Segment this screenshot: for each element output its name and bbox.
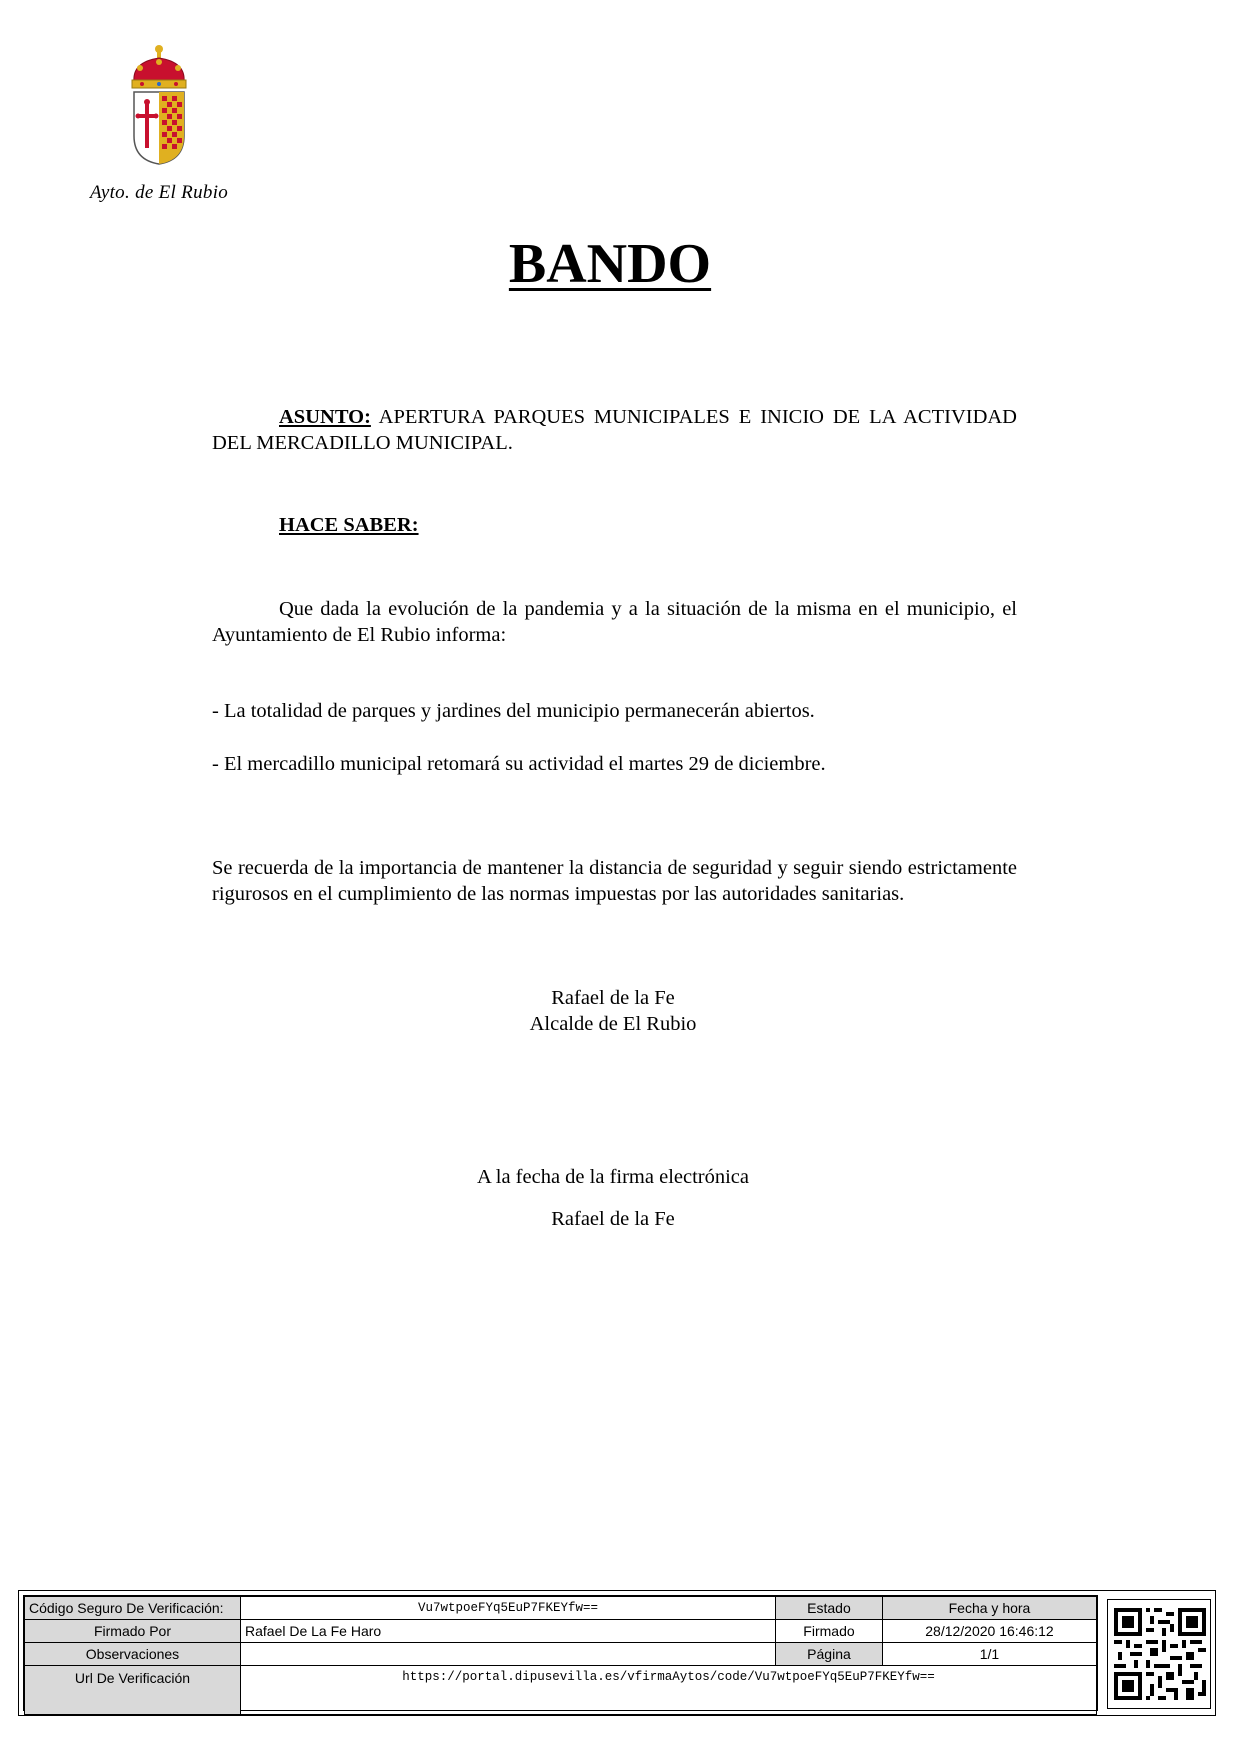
signer-name-final: Rafael de la Fe: [551, 1208, 675, 1230]
url-label: Url De Verificación: [25, 1666, 241, 1715]
qr-code-icon: [1107, 1599, 1211, 1709]
verification-url-link[interactable]: https://portal.dipusevilla.es/vfirmaAytos/code/Vu7wtpoeFYq5EuP7FKEYfw==: [241, 1666, 1097, 1715]
csv-label: Código Seguro De Verificación:: [25, 1597, 241, 1620]
signer-name: Rafael de la Fe: [551, 987, 675, 1009]
coat-of-arms-icon: [128, 44, 190, 166]
list-item: - El mercadillo municipal retomará su actividad el martes 29 de diciembre.: [212, 753, 826, 775]
subject-text: APERTURA PARQUES MUNICIPALES E INICIO DE LA ACTIVIDAD DEL MERCADILLO MUNICIPAL.: [212, 406, 1017, 454]
reminder-paragraph: Se recuerda de la importancia de mantener la distancia de seguridad y seguir siendo estrictamente rigurosos en el cumplimiento de las normas impuestas por las autoridades sanitarias.: [212, 857, 1017, 905]
subject-paragraph: [212, 404, 1017, 456]
hace-saber-label: HACE SABER:: [279, 514, 419, 536]
signature-date-line: A la fecha de la firma electrónica: [476, 1166, 750, 1188]
pagina-label: Página: [775, 1643, 882, 1666]
fecha-value: 28/12/2020 16:46:12: [882, 1620, 1096, 1643]
intro-paragraph: Que dada la evolución de la pandemia y a la situación de la misma en el municipio, el Ayuntamiento de El Rubio informa:: [212, 598, 1017, 646]
firmado-value: Rafael De La Fe Haro: [241, 1620, 776, 1643]
firmado-label: Firmado Por: [25, 1620, 241, 1643]
subject-label: ASUNTO:: [279, 406, 371, 428]
pagina-value: 1/1: [882, 1643, 1096, 1666]
observaciones-label: Observaciones: [25, 1643, 241, 1666]
signer-role: Alcalde de El Rubio: [529, 1013, 697, 1035]
organization-name: Ayto. de El Rubio: [90, 182, 229, 203]
observaciones-value: [241, 1643, 776, 1666]
list-item: - La totalidad de parques y jardines del municipio permanecerán abiertos.: [212, 700, 815, 722]
estado-header: Estado: [775, 1597, 882, 1620]
verification-table: [23, 1595, 1098, 1711]
csv-value: Vu7wtpoeFYq5EuP7FKEYfw==: [241, 1597, 776, 1620]
fecha-header: Fecha y hora: [882, 1597, 1096, 1620]
page-title: BANDO: [508, 233, 712, 295]
announcement-heading: [212, 512, 1017, 538]
verification-footer: [18, 1590, 1216, 1716]
estado-value: Firmado: [775, 1620, 882, 1643]
